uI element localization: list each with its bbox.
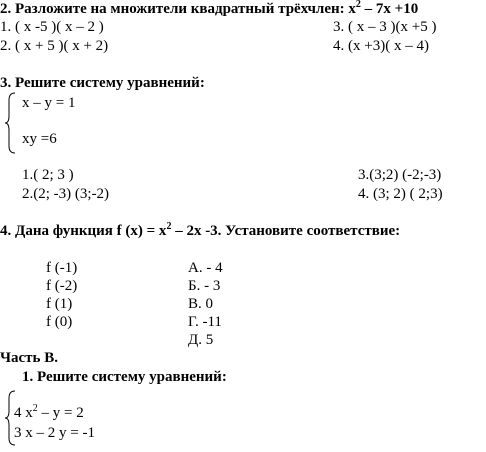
partb-equation-1: 4 $x^2 - y = 2$ [14, 403, 84, 421]
task4-right-e: Д. 5 [188, 332, 214, 348]
task4-right-d: Г. -11 [188, 314, 222, 330]
task2-option-4: 4. (x +3)( x – 4) [333, 38, 429, 54]
task3-heading: 3. Решите систему уравнений: [0, 75, 205, 91]
partb-item-1: 1. Решите систему уравнений: [22, 369, 227, 385]
task4-left-2: f (-2) [46, 278, 78, 294]
task2-option-1: 1. ( x -5 )( x – 2 ) [0, 19, 104, 35]
task4-right-a: А. - 4 [188, 260, 223, 276]
partb-heading: Часть В. [0, 350, 58, 366]
task4-left-4: f (0) [46, 314, 73, 330]
task3-brace-icon [4, 92, 16, 154]
task3-equation-1: x – y = 1 [22, 95, 76, 111]
task3-option-3: 3.(3;2) (-2;-3) [358, 167, 442, 183]
task4-left-1: f (-1) [46, 260, 78, 276]
task3-option-2: 2.(2; -3) (3;-2) [22, 186, 110, 202]
task3-equation-2: xy =6 [22, 131, 57, 147]
partb-equation-2: 3 x – 2 y = -1 [14, 425, 95, 441]
task2-option-3: 3. ( x – 3 )(x +5 ) [333, 19, 437, 35]
task4-heading: 4. Дана функция f $(x) = x^2 - 2x$ -3. Установите соответствие: [0, 221, 401, 239]
task4-right-b: Б. - 3 [188, 278, 221, 294]
task4-left-3: f (1) [46, 296, 73, 312]
task3-option-1: 1.( 2; 3 ) [22, 167, 74, 183]
task2-heading: 2. Разложите на множители квадратный трёхчлен: $x^2 - 7x +10$ [0, 0, 419, 17]
task3-option-4: 4. (3; 2) ( 2;3) [358, 186, 443, 202]
task4-right-c: В. 0 [188, 296, 214, 312]
task2-option-2: 2. ( x + 5 )( x + 2) [0, 38, 109, 54]
